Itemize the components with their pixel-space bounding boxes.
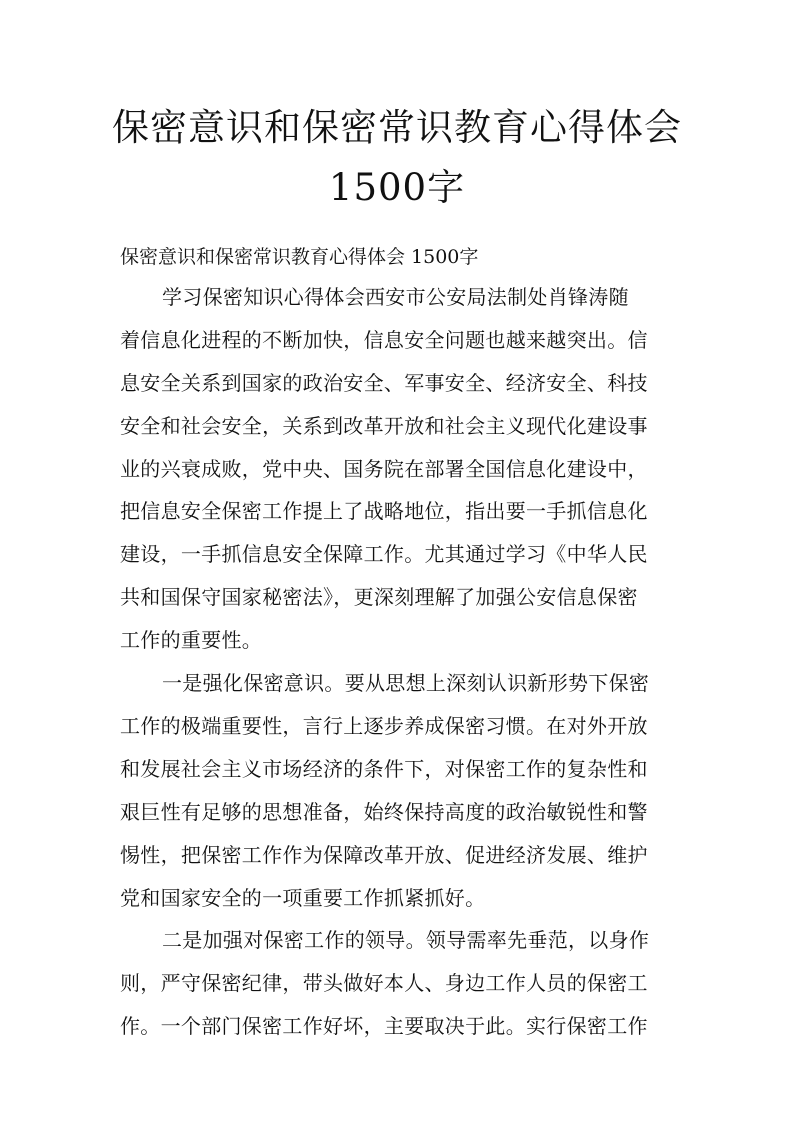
paragraph-2-line: 惕性，把保密工作作为保障改革开放、促进经济发展、维护 (120, 843, 648, 867)
paragraph-3-line: 二是加强对保密工作的领导。领导需率先垂范，以身作 (162, 928, 650, 952)
paragraph-3-line: 作。一个部门保密工作好坏，主要取决于此。实行保密工作 (120, 1014, 648, 1038)
paragraph-2-line: 工作的极端重要性，言行上逐步养成保密习惯。在对外开放 (120, 714, 648, 738)
paragraph-1-line: 着信息化进程的不断加快，信息安全问题也越来越突出。信 (120, 328, 648, 352)
document-subtitle: 保密意识和保密常识教育心得体会 1500字 (120, 246, 479, 268)
paragraph-2-line: 艰巨性有足够的思想准备，始终保持高度的政治敏锐性和警 (120, 800, 648, 824)
paragraph-1-line: 共和国保守国家秘密法》，更深刻理解了加强公安信息保密 (120, 585, 638, 609)
document-title-line2: 1500字 (328, 166, 466, 209)
paragraph-1-line: 安全和社会安全，关系到改革开放和社会主义现代化建设事 (120, 414, 648, 438)
paragraph-1-line: 把信息安全保密工作提上了战略地位，指出要一手抓信息化 (120, 499, 648, 523)
paragraph-2-line: 一是强化保密意识。要从思想上深刻认识新形势下保密 (162, 671, 650, 695)
paragraph-1-line: 业的兴衰成败，党中央、国务院在部署全国信息化建设中， (120, 457, 648, 481)
paragraph-1-line: 工作的重要性。 (120, 628, 263, 652)
paragraph-1-line: 学习保密知识心得体会西安市公安局法制处肖锋涛随 (162, 285, 629, 309)
paragraph-1-line: 建设，一手抓信息安全保障工作。尤其通过学习《中华人民 (120, 542, 648, 566)
paragraph-2-line: 和发展社会主义市场经济的条件下，对保密工作的复杂性和 (120, 757, 648, 781)
paragraph-1-line: 息安全关系到国家的政治安全、军事安全、经济安全、科技 (120, 371, 648, 395)
document-title-line1: 保密意识和保密常识教育心得体会 (112, 106, 682, 149)
paragraph-3-line: 则，严守保密纪律，带头做好本人、身边工作人员的保密工 (120, 971, 648, 995)
paragraph-2-line: 党和国家安全的一项重要工作抓紧抓好。 (120, 886, 486, 910)
